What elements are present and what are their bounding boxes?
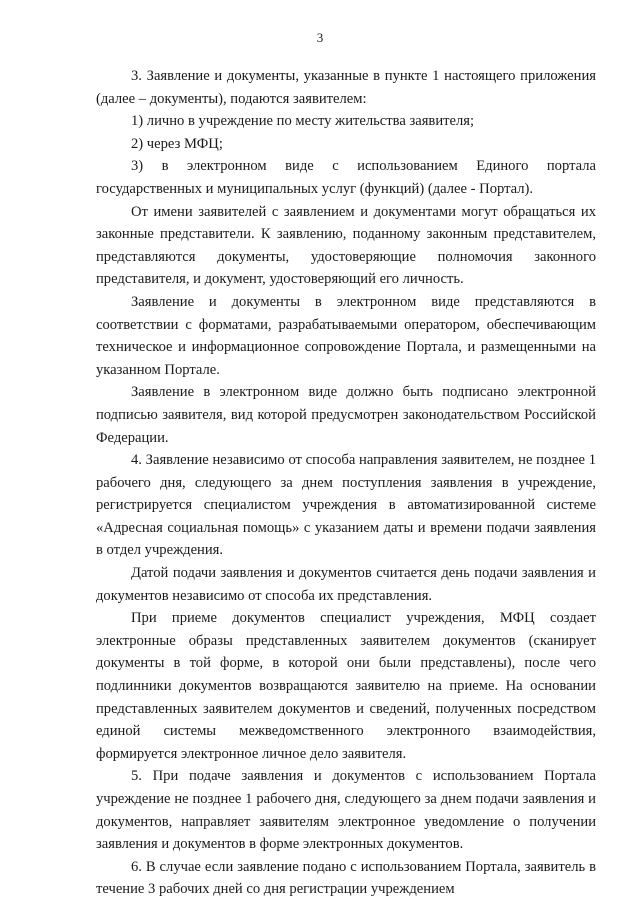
paragraph-item-4: 4. Заявление независимо от способа направления заявителем, не позднее 1 рабочего дня, следующего за днем поступления заявления в учреждение, регистрируется специалистом учреждения в автоматизированной системе «Адресная социальная помощь» с указанием даты и времени подачи заявления в отдел учреждения. [96, 452, 596, 559]
paragraph-electronic-formats: Заявление и документы в электронном виде представляются в соответствии с форматами, разрабатываемыми оператором, обеспечивающим техническое и информационное сопровождение Портала, и размещенными на указанном Портале. [96, 293, 596, 378]
paragraph-item-3: 3. Заявление и документы, указанные в пункте 1 настоящего приложения (далее – документы), подаются заявителем: [96, 68, 596, 107]
list-item-electronic: 3) в электронном виде с использованием Единого портала государственных и муниципальных услуг (функций) (далее - Портал). [96, 158, 596, 197]
list-item-mfc: 2) через МФЦ; [131, 135, 223, 152]
paragraph-electronic-signature: Заявление в электронном виде должно быть подписано электронной подписью заявителя, вид которой предусмотрен законодательством Российской Федерации. [96, 384, 596, 446]
paragraph-item-6: 6. В случае если заявление подано с использованием Портала, заявитель в течение 3 рабочих дней со дня регистрации учреждением [96, 858, 596, 898]
document-body [96, 65, 596, 901]
paragraph-item-5: 5. При подаче заявления и документов с использованием Портала учреждение не позднее 1 рабочего дня, следующего за днем подачи заявления и документов, направляет заявителям электронное уведомление о получении заявления и документов в форме электронных документов. [96, 768, 596, 853]
paragraph-submission-date: Датой подачи заявления и документов считается день подачи заявления и документов независимо от способа их представления. [96, 565, 596, 604]
page-number: 3 [316, 30, 324, 45]
paragraph-document-scanning: При приеме документов специалист учреждения, МФЦ создает электронные образы представленных заявителем документов (сканирует документы в той форме, в которой они были представлены), после чего подлинники документов возвращаются заявителю на приеме. На основании представленных заявителем документов и сведений, полученных посредством единой системы межведомственного электронного взаимодействия, формируется электронное личное дело заявителя. [96, 610, 596, 762]
list-item-in-person: 1) лично в учреждение по месту жительства заявителя; [131, 113, 475, 130]
paragraph-legal-representatives: От имени заявителей с заявлением и документами могут обращаться их законные представители. К заявлению, поданному законным представителем, представляются документы, удостоверяющие полномочия законного представителя, и документ, удостоверяющий его личность. [96, 203, 596, 288]
